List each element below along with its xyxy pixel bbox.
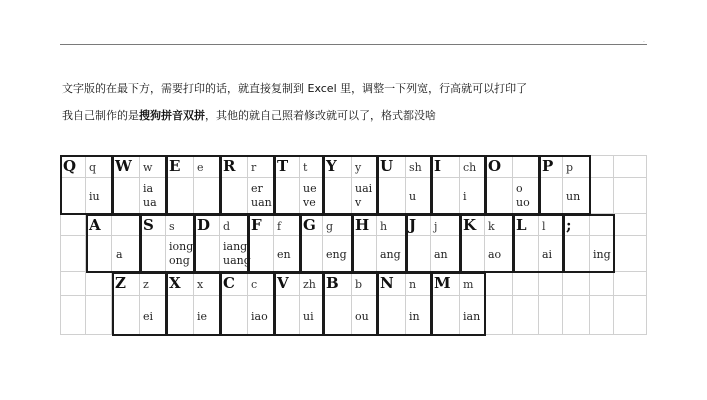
key-initial: e [197, 161, 204, 174]
grid-cell [194, 178, 220, 214]
key-initial: l [542, 220, 546, 233]
key-initial: w [143, 161, 153, 174]
key-final: ua [143, 196, 157, 209]
key-initial: z [143, 278, 149, 291]
scheme-name: 搜狗拼音双拼 [139, 109, 205, 122]
grid-cell [220, 178, 248, 214]
key-initial: c [251, 278, 258, 291]
grid-cell [431, 178, 460, 214]
key-initial: m [463, 278, 474, 291]
grid-cell [539, 178, 563, 214]
key-final: a [116, 248, 123, 261]
key-initial: g [326, 220, 334, 233]
key-letter: X [169, 274, 181, 292]
grid-cell [377, 178, 406, 214]
grid-cell [352, 236, 377, 272]
key-final: uan [251, 196, 272, 209]
grid-cell [513, 296, 539, 335]
grid-cell [614, 155, 647, 178]
grid-cell [60, 236, 86, 272]
key-letter: U [380, 157, 394, 175]
key-initial: h [380, 220, 388, 233]
key-letter: Q [63, 157, 77, 175]
header-mark: . [643, 37, 645, 44]
key-final: ei [143, 309, 154, 323]
key-initial: sh [409, 161, 422, 174]
grid-cell [112, 178, 140, 214]
key-final: en [277, 248, 291, 261]
key-letter: L [516, 216, 527, 234]
scheme-paragraph-tail: ，其他的就自己照着修改就可以了，格式都没啥 [205, 109, 436, 122]
grid-cell [377, 296, 406, 335]
grid-cell [513, 272, 539, 296]
key-final: i [463, 190, 467, 203]
key-initial: n [409, 278, 417, 291]
key-initial: f [277, 220, 282, 233]
grid-cell [274, 296, 300, 335]
grid-cell [60, 272, 86, 296]
grid-cell [614, 296, 647, 335]
grid-cell [60, 296, 86, 335]
key-final: iu [89, 190, 100, 203]
key-letter: Y [326, 157, 337, 175]
key-final: ou [355, 309, 369, 323]
key-letter: R [223, 157, 236, 175]
grid-cell [220, 296, 248, 335]
grid-cell [539, 296, 563, 335]
intro-paragraph: 文字版的在最下方，需要打印的话，就直接复制到 Excel 里，调整一下列宽，行高就可以打印了 [62, 82, 528, 95]
key-initial: ch [463, 161, 477, 174]
key-letter: H [355, 216, 370, 234]
key-final: ue [303, 182, 317, 195]
key-final: ing [593, 248, 611, 261]
key-letter: D [197, 216, 211, 234]
grid-cell [248, 236, 274, 272]
grid-cell [563, 272, 590, 296]
grid-cell [563, 296, 590, 335]
grid-cell [590, 178, 614, 214]
key-initial: y [355, 161, 362, 174]
key-final: ian [463, 309, 481, 323]
key-initial: p [566, 161, 574, 174]
key-initial: b [355, 278, 363, 291]
key-final: uo [516, 196, 530, 209]
grid-cell [166, 296, 194, 335]
key-final: u [409, 190, 417, 203]
grid-cell [563, 236, 590, 272]
key-letter: W [115, 157, 132, 175]
grid-cell [539, 272, 563, 296]
grid-cell [614, 272, 647, 296]
grid-cell [140, 236, 166, 272]
key-letter: K [463, 216, 477, 234]
key-final: ao [488, 248, 502, 261]
key-final: ong [169, 254, 190, 267]
grid-cell [614, 178, 647, 214]
key-letter: Z [115, 274, 126, 292]
key-final: ui [303, 309, 314, 323]
key-final: iong [169, 240, 194, 253]
key-final: er [251, 182, 263, 195]
grid-cell [485, 296, 513, 335]
key-final: o [516, 182, 523, 195]
key-letter: C [223, 274, 235, 292]
key-final: an [434, 248, 448, 261]
key-letter: E [169, 157, 181, 175]
key-letter: O [488, 157, 502, 175]
shuangpin-keyboard-table [60, 155, 647, 335]
key-final: ie [197, 309, 208, 323]
key-letter: J [409, 216, 417, 234]
grid-cell [485, 178, 513, 214]
key-final: iao [251, 309, 268, 323]
key-final: uai [355, 182, 373, 195]
grid-cell [460, 236, 485, 272]
grid-cell [194, 236, 220, 272]
key-letter: B [326, 274, 339, 292]
grid-cell [614, 214, 647, 236]
grid-cell [323, 296, 352, 335]
key-final: v [355, 196, 362, 209]
grid-cell [485, 272, 513, 296]
key-initial: k [488, 220, 495, 233]
key-letter: M [434, 274, 451, 292]
key-initial: d [223, 220, 231, 233]
grid-cell [274, 178, 300, 214]
key-letter: N [380, 274, 394, 292]
key-initial: zh [303, 278, 316, 291]
key-letter: I [434, 157, 442, 175]
key-letter: T [277, 157, 289, 175]
key-initial: q [89, 161, 97, 174]
grid-cell [323, 178, 352, 214]
grid-cell [112, 296, 140, 335]
scheme-paragraph-lead: 我自己制作的是 [62, 109, 139, 122]
key-final: ang [380, 248, 401, 261]
key-final: ve [303, 196, 316, 209]
key-letter: S [143, 216, 154, 234]
key-letter: G [303, 216, 316, 234]
key-initial: t [303, 161, 308, 174]
grid-cell [166, 178, 194, 214]
header-rule [60, 44, 647, 45]
grid-cell [406, 236, 431, 272]
key-final: in [409, 309, 420, 323]
grid-cell [590, 214, 614, 236]
scheme-paragraph [62, 109, 436, 123]
grid-cell [590, 272, 614, 296]
key-final: uang [223, 254, 251, 267]
grid-cell [513, 236, 539, 272]
key-final: ia [143, 182, 154, 195]
key-letter: F [251, 216, 262, 234]
grid-cell [86, 272, 112, 296]
grid-cell [112, 214, 140, 236]
key-final: ai [542, 248, 553, 261]
key-final: iang [223, 240, 248, 253]
grid-cell [60, 178, 86, 214]
key-letter: P [542, 157, 554, 175]
key-letter: A [89, 216, 101, 234]
key-final: eng [326, 248, 347, 261]
grid-cell [590, 155, 614, 178]
key-initial: x [197, 278, 204, 291]
key-initial: s [169, 220, 175, 233]
grid-cell [60, 214, 86, 236]
grid-cell [614, 236, 647, 272]
grid-cell [431, 296, 460, 335]
key-final: un [566, 190, 581, 203]
grid-cell [590, 296, 614, 335]
grid-cell [86, 296, 112, 335]
key-letter: V [277, 274, 289, 292]
key-initial: j [434, 220, 438, 233]
grid-cell [300, 236, 323, 272]
grid-cell [86, 236, 112, 272]
key-letter: ; [566, 216, 572, 234]
grid-cell [513, 155, 539, 178]
key-initial: r [251, 161, 257, 174]
